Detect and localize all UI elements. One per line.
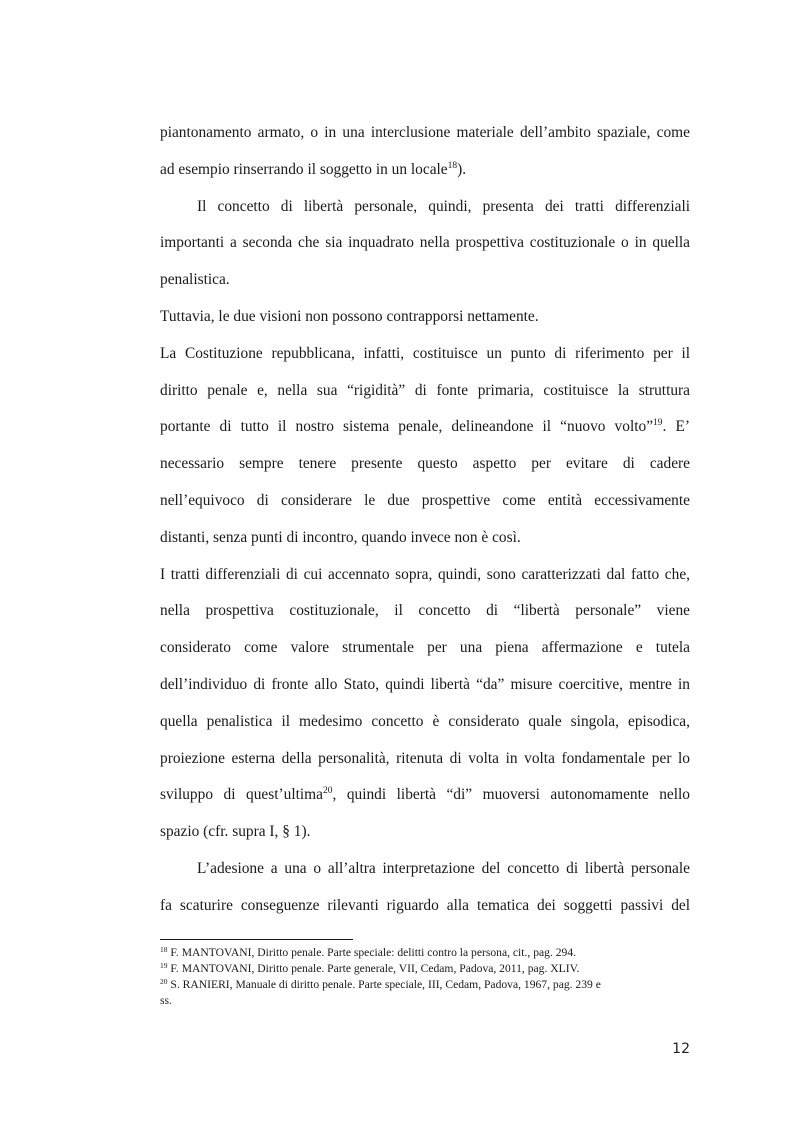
body-line: La Costituzione repubblicana, infatti, costituisce un punto di riferimento per il: [160, 345, 690, 362]
body-line: Il concetto di libertà personale, quindi, presenta dei tratti differenziali: [197, 198, 690, 215]
body-line: piantonamento armato, o in una interclusione materiale dell’ambito spaziale, come: [160, 124, 690, 141]
footnote-ref: 19: [653, 418, 663, 428]
body-line: [160, 417, 690, 437]
body-text: ad esempio rinserrando il soggetto in un locale: [160, 161, 448, 178]
footnote-number: 19: [160, 961, 168, 970]
body-line: necessario sempre tenere presente questo aspetto per evitare di cadere: [160, 455, 690, 472]
footnote-continuation: ss.: [160, 994, 172, 1007]
footnote-ref: 20: [322, 786, 333, 796]
body-line: Tuttavia, le due visioni non possono contrapporsi nettamente.: [160, 308, 539, 325]
body-text: . E’: [662, 418, 690, 435]
body-line: proiezione esterna della personalità, ritenuta di volta in volta fondamentale per lo: [160, 750, 690, 767]
body-line: quella penalistica il medesimo concetto è considerato quale singola, episodica,: [160, 713, 690, 730]
body-line: nella prospettiva costituzionale, il concetto di “libertà personale” viene: [160, 602, 690, 619]
footnote: [160, 962, 690, 976]
body-text: ).: [457, 161, 467, 178]
body-line: penalistica.: [160, 271, 230, 288]
body-line: dell’individuo di fronte allo Stato, quindi libertà “da” misure coercitive, mentre in: [160, 676, 690, 693]
body-line: spazio (cfr. supra I, § 1).: [160, 823, 311, 840]
footnote-text: S. RANIERI, Manuale di diritto penale. Parte speciale, III, Cedam, Padova, 1967, pag. 239 e: [167, 978, 601, 991]
footnote-text: F. MANTOVANI, Diritto penale. Parte speciale: delitti contro la persona, cit., pag. 294.: [167, 946, 577, 959]
footnote-text: F. MANTOVANI, Diritto penale. Parte generale, VII, Cedam, Padova, 2011, pag. XLIV.: [167, 962, 580, 975]
body-line: importanti a seconda che sia inquadrato nella prospettiva costituzionale o in quella: [160, 234, 690, 251]
body-line: [160, 785, 690, 805]
footnote-number: 18: [160, 945, 168, 954]
body-text: sviluppo di quest’ultima: [160, 786, 323, 803]
body-text: , quindi libertà “di” muoversi autonomamente nello: [332, 786, 690, 803]
body-line: [160, 160, 690, 180]
body-line: I tratti differenziali di cui accennato sopra, quindi, sono caratterizzati dal fatto che,: [160, 566, 690, 583]
footnote-number: 20: [160, 977, 168, 986]
footnote: [160, 946, 690, 960]
body-line: fa scaturire conseguenze rilevanti riguardo alla tematica dei soggetti passivi del: [160, 897, 690, 914]
body-line: diritto penale e, nella sua “rigidità” di fonte primaria, costituisce la struttura: [160, 382, 690, 399]
footnote-separator: [160, 939, 353, 940]
body-line: considerato come valore strumentale per una piena affermazione e tutela: [160, 639, 690, 656]
footnote: [160, 978, 690, 992]
footnote-ref: 18: [447, 161, 458, 171]
body-line: distanti, senza punti di incontro, quando invece non è così.: [160, 529, 521, 546]
body-text: portante di tutto il nostro sistema penale, delineandone il “nuovo volto”: [160, 418, 654, 435]
body-line: nell’equivoco di considerare le due prospettive come entità eccessivamente: [160, 492, 690, 509]
body-line: L’adesione a una o all’altra interpretazione del concetto di libertà personale: [197, 860, 690, 877]
page-number: 12: [672, 1041, 690, 1057]
